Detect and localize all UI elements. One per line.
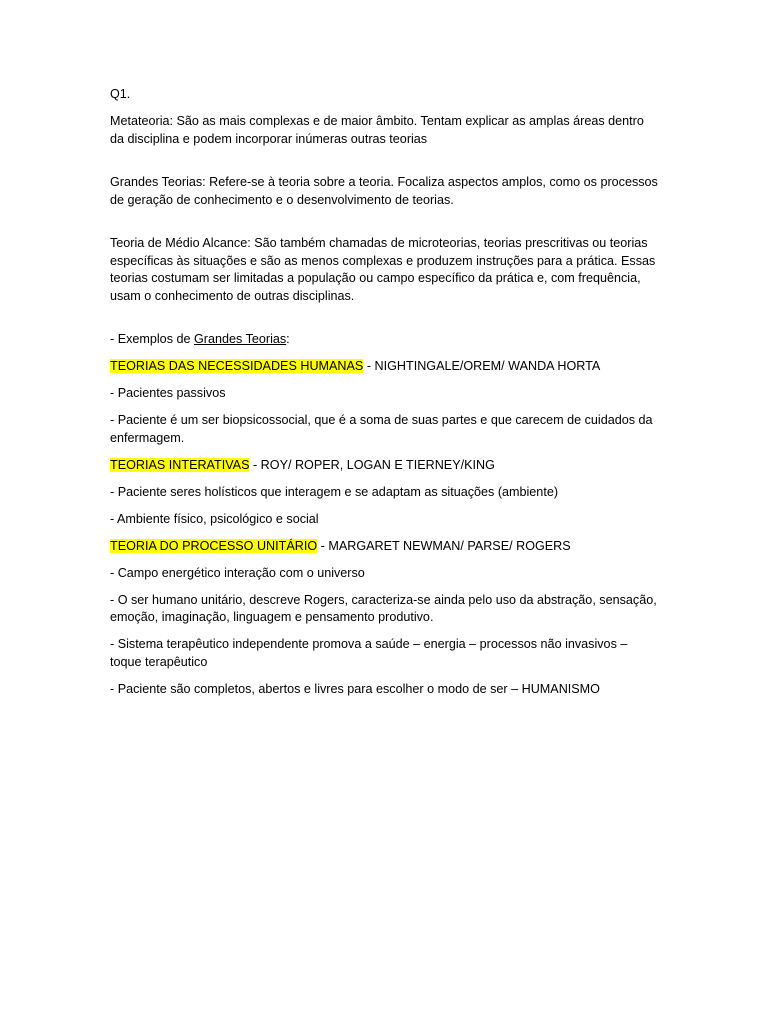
list-item: - Sistema terapêutico independente promova a saúde – energia – processos não invasivos – toque terapêutico xyxy=(110,637,628,669)
theory-authors: - MARGARET NEWMAN/ PARSE/ ROGERS xyxy=(317,538,571,553)
question-label: Q1. xyxy=(110,87,131,101)
exemplos-prefix: - Exemplos de xyxy=(110,332,194,346)
highlighted-theory-name: TEORIAS INTERATIVAS xyxy=(110,457,250,472)
theory-authors: - ROY/ ROPER, LOGAN E TIERNEY/KING xyxy=(249,457,495,472)
list-item: - Ambiente físico, psicológico e social xyxy=(110,511,319,526)
list-item: - Paciente é um ser biopsicossocial, que é a soma de suas partes e que carecem de cuidados da enfermagem. xyxy=(110,413,653,445)
paragraph-medio-alcance: Teoria de Médio Alcance: São também chamadas de microteorias, teorias prescritivas ou teorias específicas às situações e são as menos complexas e produzem instruções para a prática. Essas teorias costumam ser limitadas a população ou campo específico da prática e, com frequência, usam o conhecimento de outras disciplinas. xyxy=(110,236,656,303)
list-item: - O ser humano unitário, descreve Rogers, caracteriza-se ainda pelo uso da abstração, sensação, emoção, imaginação, linguagem e pensamento produtivo. xyxy=(110,592,657,624)
highlighted-theory-name: TEORIA DO PROCESSO UNITÁRIO xyxy=(110,538,318,553)
exemplos-suffix: : xyxy=(286,332,290,346)
list-item: - Paciente são completos, abertos e livres para escolher o modo de ser – HUMANISMO xyxy=(110,681,600,696)
highlighted-theory-name: TEORIAS DAS NECESSIDADES HUMANAS xyxy=(110,359,364,373)
list-item: - Pacientes passivos xyxy=(110,386,226,400)
list-item: - Campo energético interação com o universo xyxy=(110,565,365,580)
exemplos-heading xyxy=(110,331,658,349)
paragraph-metateoria: Metateoria: São as mais complexas e de maior âmbito. Tentam explicar as amplas áreas dentro da disciplina e podem incorporar inúmeras outras teorias xyxy=(110,114,644,146)
theory-heading-interativas xyxy=(110,457,658,475)
theory-heading-processo-unitario xyxy=(110,538,658,556)
list-item: - Paciente seres holísticos que interagem e se adaptam as situações (ambiente) xyxy=(110,484,559,499)
exemplos-underlined: Grandes Teorias xyxy=(194,332,287,346)
theory-heading-necessidades xyxy=(110,358,658,376)
theory-authors: - NIGHTINGALE/OREM/ WANDA HORTA xyxy=(363,359,601,373)
document-page xyxy=(110,86,658,708)
paragraph-grandes-teorias: Grandes Teorias: Refere-se à teoria sobre a teoria. Focaliza aspectos amplos, como os processos de geração de conhecimento e o desenvolvimento de teorias. xyxy=(110,175,658,207)
